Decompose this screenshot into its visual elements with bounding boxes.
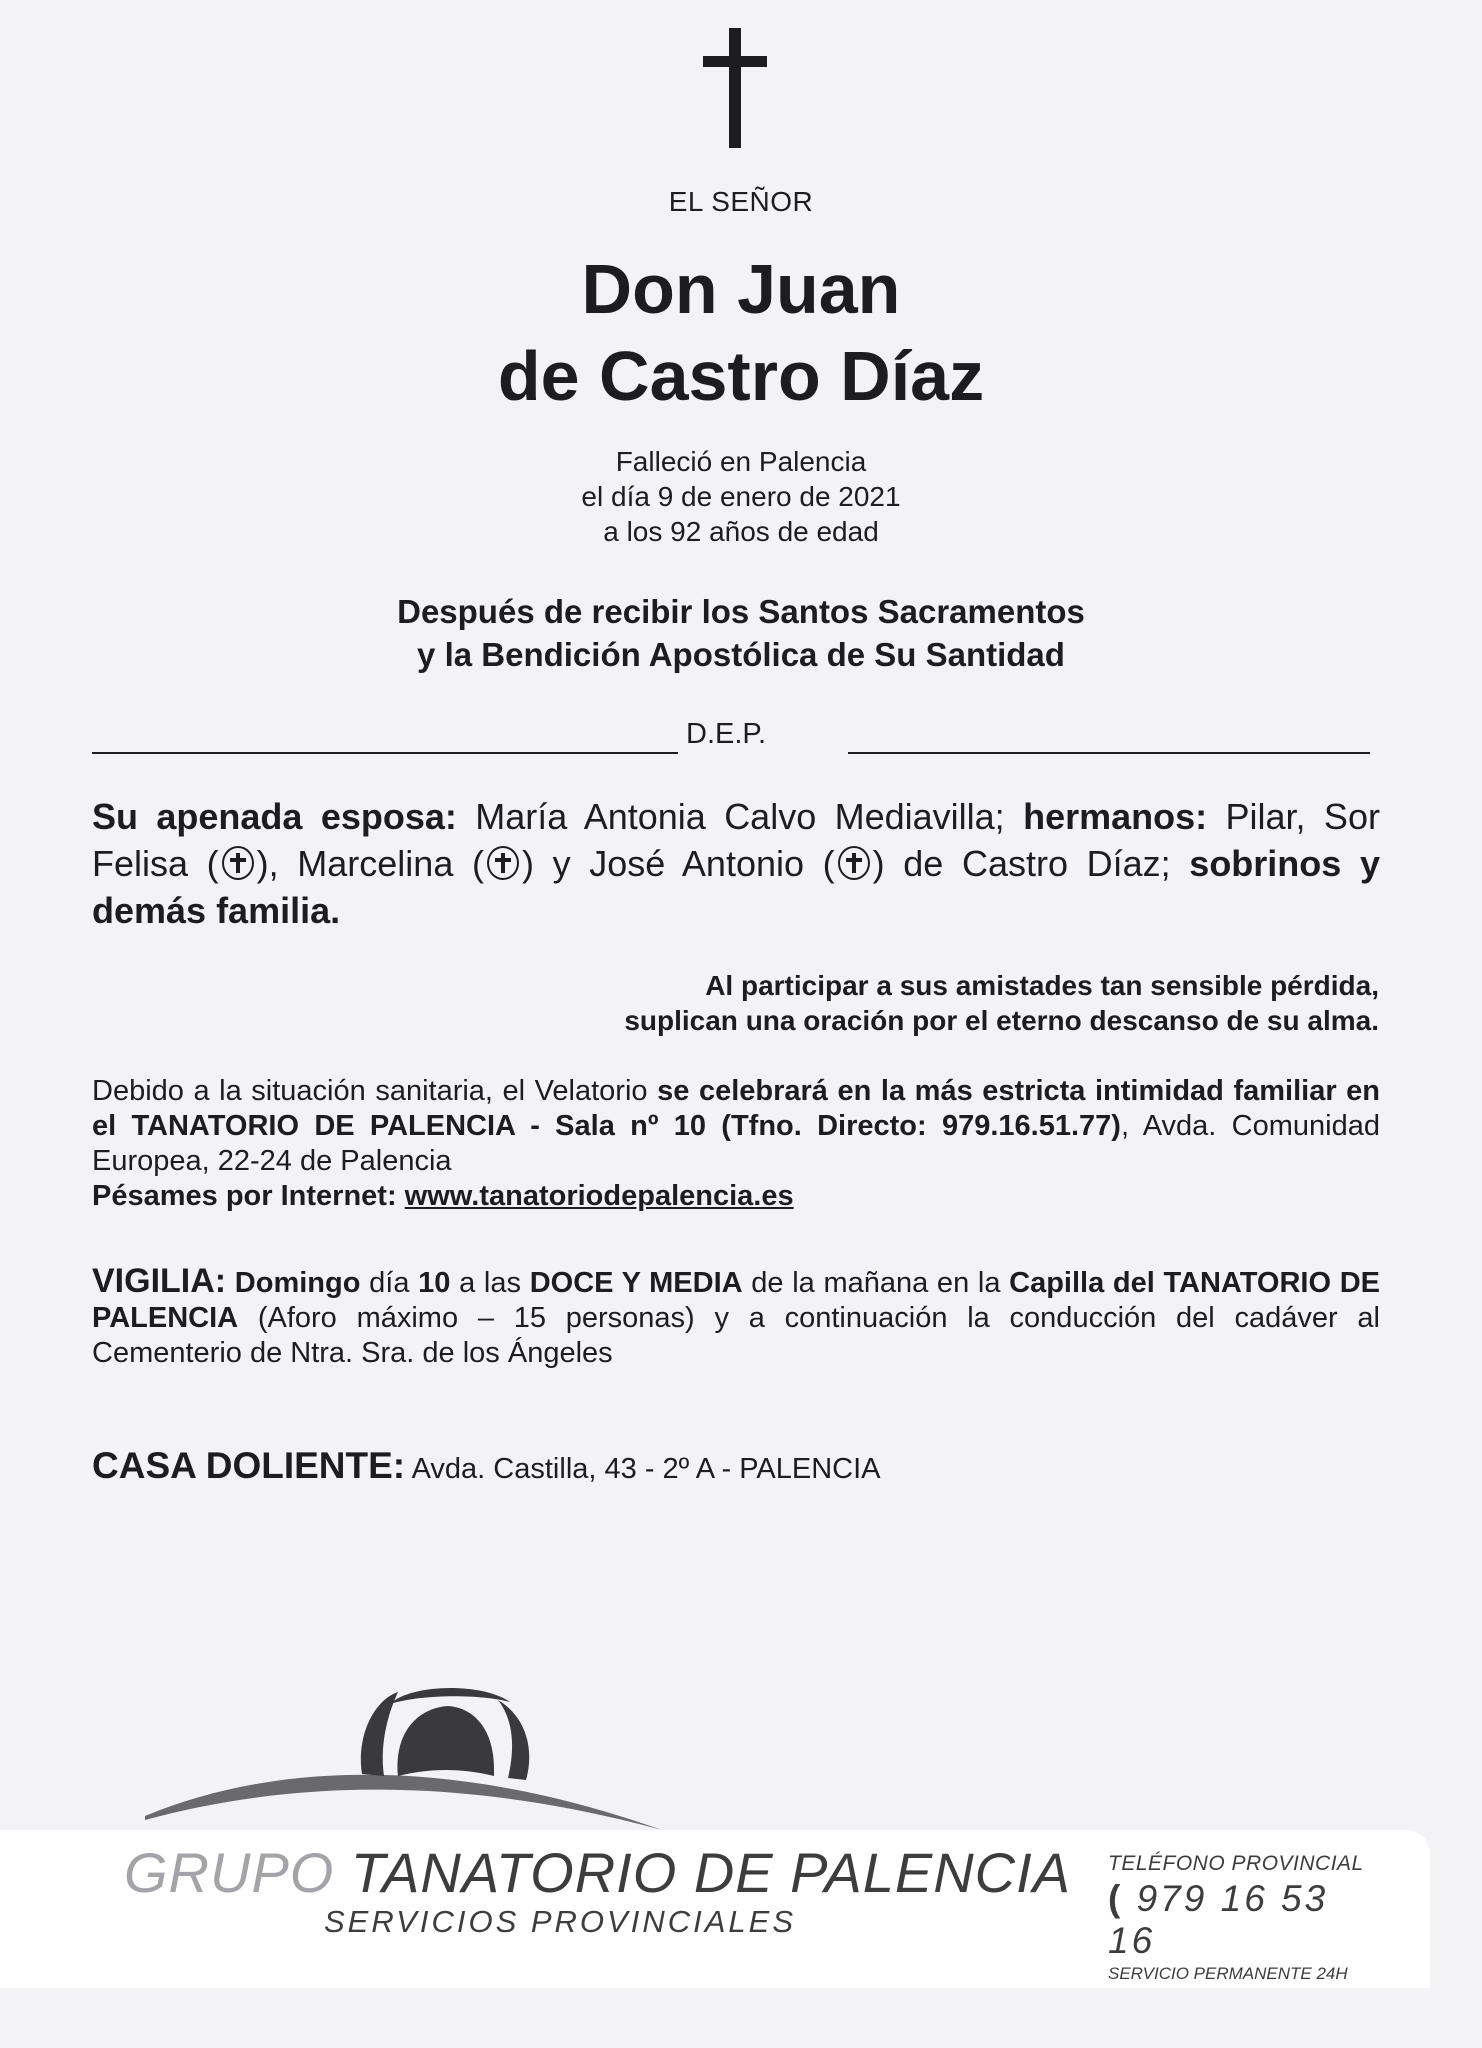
sibling-text-3: ) y José Antonio ( [521, 843, 835, 884]
sibling-text-1: Pilar, Sor Felisa ( [92, 796, 1380, 884]
spouse-label: Su apenada esposa: [92, 796, 457, 837]
divider-left [92, 752, 678, 754]
vigilia-time: DOCE Y MEDIA [529, 1267, 743, 1299]
death-date: el día 9 de enero de 2021 [581, 481, 901, 512]
prayer-request-line2: suplican una oración por el eterno descanso de su alma. [624, 1005, 1379, 1036]
vigilia-title: VIGILIA: [92, 1262, 227, 1300]
vigilia-text-4: (Aforo máximo – 15 personas) y a continuación la conducción del cadáver al Cementerio de Ntra. Sra. de los Ángeles [92, 1302, 1380, 1369]
cross-icon [700, 28, 770, 148]
deceased-cross-icon [487, 846, 519, 880]
phone-label: TELÉFONO PROVINCIAL [1108, 1852, 1364, 1875]
divider-right [848, 752, 1370, 754]
death-age: a los 92 años de edad [603, 516, 879, 547]
velatorio-intro: Debido a la situación sanitaria, el Velatorio [92, 1075, 648, 1107]
vigilia-place: Capilla del TANATORIO DE PALENCIA [92, 1267, 1380, 1334]
deceased-cross-icon [222, 846, 254, 880]
title-prefix: EL SEÑOR [668, 186, 814, 217]
vigilia-text-2: a las [459, 1267, 521, 1299]
sacraments-text [0, 590, 1482, 676]
tanatorio-logo-icon [140, 1678, 680, 1838]
vigilia-text-1: día [369, 1267, 410, 1299]
other-family: sobrinos y demás familia. [92, 843, 1380, 931]
siblings-label: hermanos: [1023, 796, 1208, 837]
velatorio-address: , Avda. Comunidad Europea, 22-24 de Palencia [92, 1110, 1380, 1177]
prayer-request [624, 968, 1379, 1038]
vigilia-text-3: de la mañana en la [751, 1267, 1001, 1299]
permanent-service: SERVICIO PERMANENTE 24H [1108, 1964, 1348, 1983]
death-place: Falleció en Palencia [615, 446, 867, 477]
vigilia-day: Domingo [234, 1267, 361, 1299]
velatorio-details: se celebrará en la más estricta intimidad familiar en el TANATORIO DE PALENCIA - Sala nº 10 (Tfno. Directo: 979.16.51.77) [92, 1075, 1381, 1142]
brand-tanatorio: TANATORIO DE PALENCIA [350, 1841, 1072, 1904]
deceased-cross-icon [838, 846, 870, 880]
dep-text: D.E.P. [686, 718, 767, 750]
dep-separator [92, 718, 1370, 758]
vigilia-paragraph [92, 1264, 1380, 1371]
spouse-name: María Antonia Calvo Mediavilla; [475, 796, 1005, 837]
brand-name [124, 1840, 1071, 1905]
velatorio-paragraph [92, 1074, 1380, 1214]
pesames-label: Pésames por Internet: [92, 1180, 397, 1212]
brand-grupo: GRUPO [124, 1841, 335, 1904]
sibling-text-4: ) de Castro Díaz; [872, 843, 1171, 884]
sacraments-line1: Después de recibir los Santos Sacramentos [397, 593, 1085, 630]
phone-block [1108, 1852, 1378, 1984]
family-paragraph [92, 793, 1380, 934]
website-link[interactable]: www.tanatoriodepalencia.es [404, 1180, 794, 1212]
sacraments-line2: y la Bendición Apostólica de Su Santidad [417, 636, 1065, 673]
vigilia-date: 10 [418, 1267, 451, 1299]
phone-number-row [1108, 1878, 1378, 1962]
casa-doliente [92, 1445, 881, 1487]
phone-icon: ( [1108, 1878, 1124, 1919]
prayer-request-line1: Al participar a sus amistades tan sensible pérdida, [705, 970, 1379, 1001]
sibling-text-2: ), Marcelina ( [256, 843, 484, 884]
deceased-name-line2: de Castro Díaz [497, 337, 985, 415]
casa-doliente-label: CASA DOLIENTE: [92, 1445, 406, 1486]
phone-number[interactable]: 979 16 53 16 [1108, 1878, 1329, 1961]
deceased-name-line1: Don Juan [581, 250, 901, 328]
brand-subtitle: SERVICIOS PROVINCIALES [324, 1904, 796, 1939]
death-info [0, 444, 1482, 549]
casa-doliente-address: Avda. Castilla, 43 - 2º A - PALENCIA [411, 1453, 881, 1485]
